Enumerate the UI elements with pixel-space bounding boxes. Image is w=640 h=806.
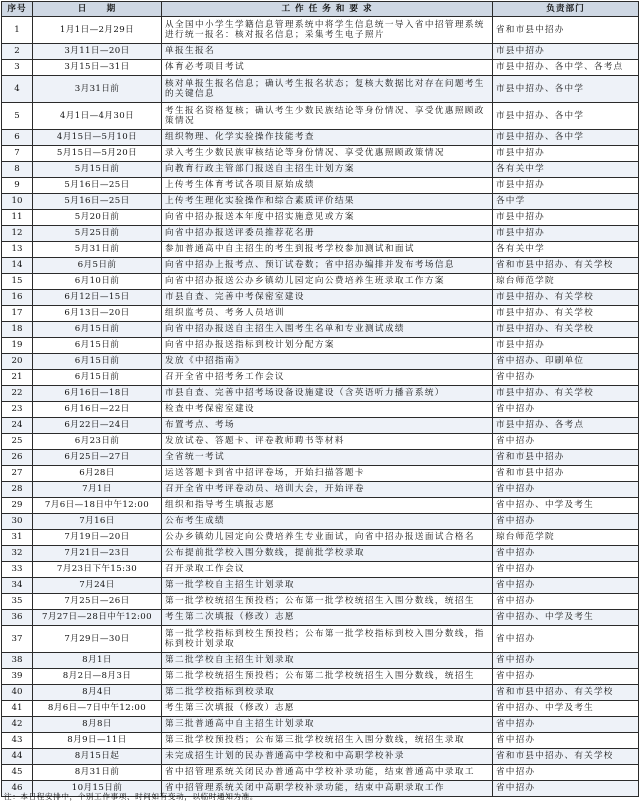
cell-no: 38: [2, 653, 33, 669]
cell-task: 未完成招生计划的民办普通高中学校和中高职学校补录: [162, 749, 493, 765]
cell-no: 14: [2, 258, 33, 274]
cell-task: 体育必考项目考试: [162, 60, 493, 76]
cell-date: 6月28日: [33, 466, 162, 482]
cell-dept: 市县中招办: [493, 338, 639, 354]
table-row: [2, 146, 639, 162]
cell-no: 7: [2, 146, 33, 162]
cell-no: 9: [2, 178, 33, 194]
table-row: [2, 546, 639, 562]
cell-dept: 省中招办: [493, 653, 639, 669]
table-row: [2, 306, 639, 322]
cell-date: 6月16日—22日: [33, 402, 162, 418]
cell-no: 45: [2, 765, 33, 781]
cell-no: 32: [2, 546, 33, 562]
cell-date: 6月22日—24日: [33, 418, 162, 434]
cell-task: 召开全省中招考务工作会议: [162, 370, 493, 386]
cell-no: 27: [2, 466, 33, 482]
table-row: [2, 162, 639, 178]
cell-task: 全省统一考试: [162, 450, 493, 466]
cell-dept: 省中招办: [493, 717, 639, 733]
cell-no: 26: [2, 450, 33, 466]
cell-date: 3月11日—20日: [33, 44, 162, 60]
cell-task: 第一批学校指标到校生预投档；公布第一批学校指标到校入围分数线，指标到校计划录取: [162, 626, 493, 653]
cell-task: 第三批学校预投档；公布第三批学校统招生入围分数线，统招生录取: [162, 733, 493, 749]
cell-no: 1: [2, 17, 33, 44]
cell-task: 考生第三次填报（修改）志愿: [162, 701, 493, 717]
cell-dept: 琼台师范学院: [493, 530, 639, 546]
cell-date: 6月5日前: [33, 258, 162, 274]
table-row: [2, 578, 639, 594]
table-row: [2, 226, 639, 242]
cell-no: 19: [2, 338, 33, 354]
table-row: [2, 60, 639, 76]
cell-task: 公布考生成绩: [162, 514, 493, 530]
cell-dept: 省和市县中招办、有关学校: [493, 749, 639, 765]
cell-no: 23: [2, 402, 33, 418]
table-row: [2, 685, 639, 701]
cell-task: 召开全省中考评卷动员、培训大会，开始评卷: [162, 482, 493, 498]
table-row: [2, 610, 639, 626]
cell-date: 7月27日—28日中午12:00: [33, 610, 162, 626]
table-row: [2, 482, 639, 498]
cell-date: 7月6日—18日中午12:00: [33, 498, 162, 514]
cell-dept: 省中招办、印刷单位: [493, 354, 639, 370]
cell-task: 发放《中招指南》: [162, 354, 493, 370]
cell-dept: 各中学: [493, 194, 639, 210]
cell-task: 向省中招办上报考点、预订试卷数；省中招办编排并发布考场信息: [162, 258, 493, 274]
cell-date: 5月16日—25日: [33, 178, 162, 194]
cell-date: 8月6日—7日中午12:00: [33, 701, 162, 717]
cell-task: 公办乡镇幼儿园定向公费培养生专业面试，向省中招办报送面试合格名: [162, 530, 493, 546]
cell-no: 13: [2, 242, 33, 258]
cell-no: 24: [2, 418, 33, 434]
cell-task: 上传考生理化实验操作和综合素质评价结果: [162, 194, 493, 210]
cell-task: 市县自查、完善中考保密室建设: [162, 290, 493, 306]
table-row: [2, 765, 639, 781]
cell-dept: 市县中招办、有关学校: [493, 386, 639, 402]
table-row: [2, 290, 639, 306]
cell-task: 公布提前批学校入围分数线，提前批学校录取: [162, 546, 493, 562]
cell-no: 41: [2, 701, 33, 717]
cell-dept: 省中招办: [493, 482, 639, 498]
cell-date: 6月15日前: [33, 370, 162, 386]
cell-dept: 市县中招办、有关学校: [493, 322, 639, 338]
cell-date: 4月15日—5月10日: [33, 130, 162, 146]
cell-date: 5月15日—5月20日: [33, 146, 162, 162]
cell-date: 6月10日前: [33, 274, 162, 290]
cell-dept: 省中招办: [493, 562, 639, 578]
table-row: [2, 514, 639, 530]
cell-dept: 省中招办: [493, 733, 639, 749]
cell-task: 向省中招办报送自主招生入围考生名单和专业测试成绩: [162, 322, 493, 338]
cell-no: 8: [2, 162, 33, 178]
cell-date: 8月15日起: [33, 749, 162, 765]
cell-task: 第二批学校指标到校录取: [162, 685, 493, 701]
cell-no: 44: [2, 749, 33, 765]
cell-date: 8月2日—8月3日: [33, 669, 162, 685]
cell-dept: 市县中招办、各中学: [493, 103, 639, 130]
cell-task: 召开录取工作会议: [162, 562, 493, 578]
cell-date: 6月23日前: [33, 434, 162, 450]
cell-date: 6月15日前: [33, 322, 162, 338]
cell-dept: 市县中招办、各中学: [493, 130, 639, 146]
cell-task: 发放试卷、答题卡、评卷教师聘书等材料: [162, 434, 493, 450]
cell-date: 1月1日—2月29日: [33, 17, 162, 44]
cell-date: 8月31日前: [33, 765, 162, 781]
cell-date: 8月4日: [33, 685, 162, 701]
cell-no: 17: [2, 306, 33, 322]
cell-no: 35: [2, 594, 33, 610]
cell-task: 第一批学校统招生预投档；公布第一批学校统招生入围分数线，统招生: [162, 594, 493, 610]
cell-task: 核对单报生报名信息；确认考生报名状态；复核大数据比对存在问题考生的关键信息: [162, 76, 493, 103]
cell-no: 12: [2, 226, 33, 242]
cell-no: 30: [2, 514, 33, 530]
cell-no: 2: [2, 44, 33, 60]
table-row: [2, 17, 639, 44]
cell-no: 18: [2, 322, 33, 338]
cell-dept: 省中招办: [493, 434, 639, 450]
header-date: 日 期: [33, 2, 162, 17]
header-dept: 负责部门: [493, 2, 639, 17]
cell-task: 运送答题卡到省中招评卷场，开始扫描答题卡: [162, 466, 493, 482]
cell-task: 省中招管理系统关闭民办普通高中学校补录功能，结束普通高中录取工: [162, 765, 493, 781]
cell-task: 组织物理、化学实验操作技能考查: [162, 130, 493, 146]
cell-dept: 省中招办、中学及考生: [493, 701, 639, 717]
cell-task: 向省中招办报送评委员推荐花名册: [162, 226, 493, 242]
cell-no: 20: [2, 354, 33, 370]
cell-date: 6月15日前: [33, 338, 162, 354]
cell-dept: 市县中招办、各中学、各考点: [493, 60, 639, 76]
cell-date: 5月16日—25日: [33, 194, 162, 210]
table-row: [2, 258, 639, 274]
cell-dept: 省中招办: [493, 578, 639, 594]
table-row: [2, 194, 639, 210]
cell-dept: 省中招办: [493, 669, 639, 685]
cell-date: 8月8日: [33, 717, 162, 733]
table-row: [2, 44, 639, 60]
cell-dept: 省中招办、中学及考生: [493, 498, 639, 514]
cell-dept: 省中招办: [493, 546, 639, 562]
table-row: [2, 434, 639, 450]
cell-date: 7月25日—26日: [33, 594, 162, 610]
cell-no: 39: [2, 669, 33, 685]
cell-dept: 市县中招办: [493, 44, 639, 60]
table-row: [2, 386, 639, 402]
cell-no: 21: [2, 370, 33, 386]
table-row: [2, 103, 639, 130]
header-task: 工 作 任 务 和 要 求: [162, 2, 493, 17]
cell-task: 检查中考保密室建设: [162, 402, 493, 418]
cell-date: 7月21日—23日: [33, 546, 162, 562]
header-no: 序号: [2, 2, 33, 17]
table-row: [2, 594, 639, 610]
cell-no: 31: [2, 530, 33, 546]
cell-date: 6月13日—20日: [33, 306, 162, 322]
table-row: [2, 338, 639, 354]
table-row: [2, 178, 639, 194]
cell-dept: 省和市县中招办、有关学校: [493, 685, 639, 701]
table-row: [2, 370, 639, 386]
cell-no: 16: [2, 290, 33, 306]
table-row: [2, 669, 639, 685]
cell-no: 22: [2, 386, 33, 402]
table-row: [2, 562, 639, 578]
cell-no: 46: [2, 781, 33, 797]
cell-dept: 市县中招办: [493, 210, 639, 226]
cell-date: 7月23日下午15:30: [33, 562, 162, 578]
cell-no: 28: [2, 482, 33, 498]
cell-dept: 省中招办: [493, 514, 639, 530]
cell-date: 3月15日—31日: [33, 60, 162, 76]
cell-task: 单报生报名: [162, 44, 493, 60]
cell-no: 6: [2, 130, 33, 146]
cell-date: 7月16日: [33, 514, 162, 530]
table-row: [2, 418, 639, 434]
table-row: [2, 749, 639, 765]
cell-dept: 市县中招办、各中学: [493, 76, 639, 103]
cell-task: 布置考点、考场: [162, 418, 493, 434]
table-row: [2, 450, 639, 466]
cell-dept: 省中招办: [493, 626, 639, 653]
cell-dept: 市县中招办: [493, 178, 639, 194]
cell-dept: 省中招办: [493, 402, 639, 418]
table-row: [2, 210, 639, 226]
table-row: [2, 322, 639, 338]
table-row: [2, 626, 639, 653]
cell-task: 从全国中小学生学籍信息管理系统中将学生信息统一导入省中招管理系统进行统一报名：核对报名信息；采集考生电子照片: [162, 17, 493, 44]
table-row: [2, 733, 639, 749]
cell-no: 25: [2, 434, 33, 450]
cell-task: 市县自查、完善中招考场设备设施建设（含英语听力播音系统）: [162, 386, 493, 402]
cell-task: 上传考生体育考试各项目原始成绩: [162, 178, 493, 194]
cell-task: 录入考生少数民族审核结论等身份情况、享受优惠照顾政策情况: [162, 146, 493, 162]
cell-date: 7月24日: [33, 578, 162, 594]
table-body: [2, 17, 639, 797]
cell-no: 42: [2, 717, 33, 733]
table-row: [2, 498, 639, 514]
cell-no: 15: [2, 274, 33, 290]
cell-date: 6月25日—27日: [33, 450, 162, 466]
cell-no: 10: [2, 194, 33, 210]
cell-dept: 市县中招办、有关学校: [493, 290, 639, 306]
table-header-row: [2, 2, 639, 17]
cell-task: 向省中招办报送公办乡镇幼儿园定向公费培养生班录取工作方案: [162, 274, 493, 290]
cell-task: 第二批学校自主招生计划录取: [162, 653, 493, 669]
cell-no: 4: [2, 76, 33, 103]
cell-dept: 市县中招办、各考点: [493, 418, 639, 434]
cell-task: 第二批学校统招生预投档；公布第二批学校统招生入围分数线，统招生: [162, 669, 493, 685]
table-row: [2, 130, 639, 146]
cell-task: 参加普通高中自主招生的考生到报考学校参加测试和面试: [162, 242, 493, 258]
cell-date: 4月1日—4月30日: [33, 103, 162, 130]
schedule-table: [1, 1, 639, 797]
cell-date: 3月31日前: [33, 76, 162, 103]
cell-task: 第一批学校自主招生计划录取: [162, 578, 493, 594]
cell-no: 36: [2, 610, 33, 626]
cell-task: 向省中招办报送指标到校计划分配方案: [162, 338, 493, 354]
table-row: [2, 76, 639, 103]
cell-date: 8月1日: [33, 653, 162, 669]
cell-dept: 省中招办、中学及考生: [493, 610, 639, 626]
cell-date: 6月16日—18日: [33, 386, 162, 402]
cell-date: 6月15日前: [33, 354, 162, 370]
cell-dept: 各有关中学: [493, 242, 639, 258]
cell-no: 43: [2, 733, 33, 749]
table-row: [2, 653, 639, 669]
cell-dept: 省中招办: [493, 781, 639, 797]
cell-no: 5: [2, 103, 33, 130]
cell-dept: 省中招办: [493, 765, 639, 781]
cell-date: 10月15日前: [33, 781, 162, 797]
cell-date: 5月15日前: [33, 162, 162, 178]
cell-dept: 市县中招办: [493, 226, 639, 242]
cell-dept: 省和市县中招办: [493, 466, 639, 482]
cell-dept: 省中招办: [493, 370, 639, 386]
table-row: [2, 717, 639, 733]
cell-date: 7月1日: [33, 482, 162, 498]
cell-task: 组织监考员、考务人员培训: [162, 306, 493, 322]
cell-date: 6月12日—15日: [33, 290, 162, 306]
table-row: [2, 530, 639, 546]
cell-date: 5月25日前: [33, 226, 162, 242]
cell-dept: 省和市县中招办、有关学校: [493, 258, 639, 274]
cell-dept: 琼台师范学院: [493, 274, 639, 290]
cell-task: 组织和指导考生填报志愿: [162, 498, 493, 514]
cell-dept: 市县中招办、有关学校: [493, 306, 639, 322]
cell-no: 34: [2, 578, 33, 594]
cell-dept: 省中招办: [493, 594, 639, 610]
cell-task: 省中招管理系统关闭中高职学校补录功能，结束中高职录取工作: [162, 781, 493, 797]
cell-date: 5月20日前: [33, 210, 162, 226]
table-row: [2, 402, 639, 418]
cell-no: 29: [2, 498, 33, 514]
cell-task: 向省中招办报送本年度中招实施意见或方案: [162, 210, 493, 226]
table-row: [2, 242, 639, 258]
cell-dept: 省和市县中招办: [493, 450, 639, 466]
cell-date: 7月19日—20日: [33, 530, 162, 546]
cell-date: 7月29日—30日: [33, 626, 162, 653]
cell-task: 第三批普通高中自主招生计划录取: [162, 717, 493, 733]
cell-dept: 省和市县中招办: [493, 17, 639, 44]
cell-date: 5月31日前: [33, 242, 162, 258]
table-row: [2, 274, 639, 290]
table-row: [2, 701, 639, 717]
cell-date: 8月9日—11日: [33, 733, 162, 749]
cell-dept: 市县中招办: [493, 146, 639, 162]
cell-no: 3: [2, 60, 33, 76]
footnote: 注：本日程安排中，个别工作事项、时间如有变动，以临时通知为准。: [4, 792, 259, 801]
table-row: [2, 466, 639, 482]
cell-no: 37: [2, 626, 33, 653]
cell-task: 向教育行政主管部门报送自主招生计划方案: [162, 162, 493, 178]
cell-task: 考生第二次填报（修改）志愿: [162, 610, 493, 626]
cell-dept: 各有关中学: [493, 162, 639, 178]
cell-no: 40: [2, 685, 33, 701]
cell-no: 33: [2, 562, 33, 578]
cell-no: 11: [2, 210, 33, 226]
table-row: [2, 354, 639, 370]
cell-task: 考生报名资格复核；确认考生少数民族结论等身份情况、享受优惠照顾政策情况: [162, 103, 493, 130]
